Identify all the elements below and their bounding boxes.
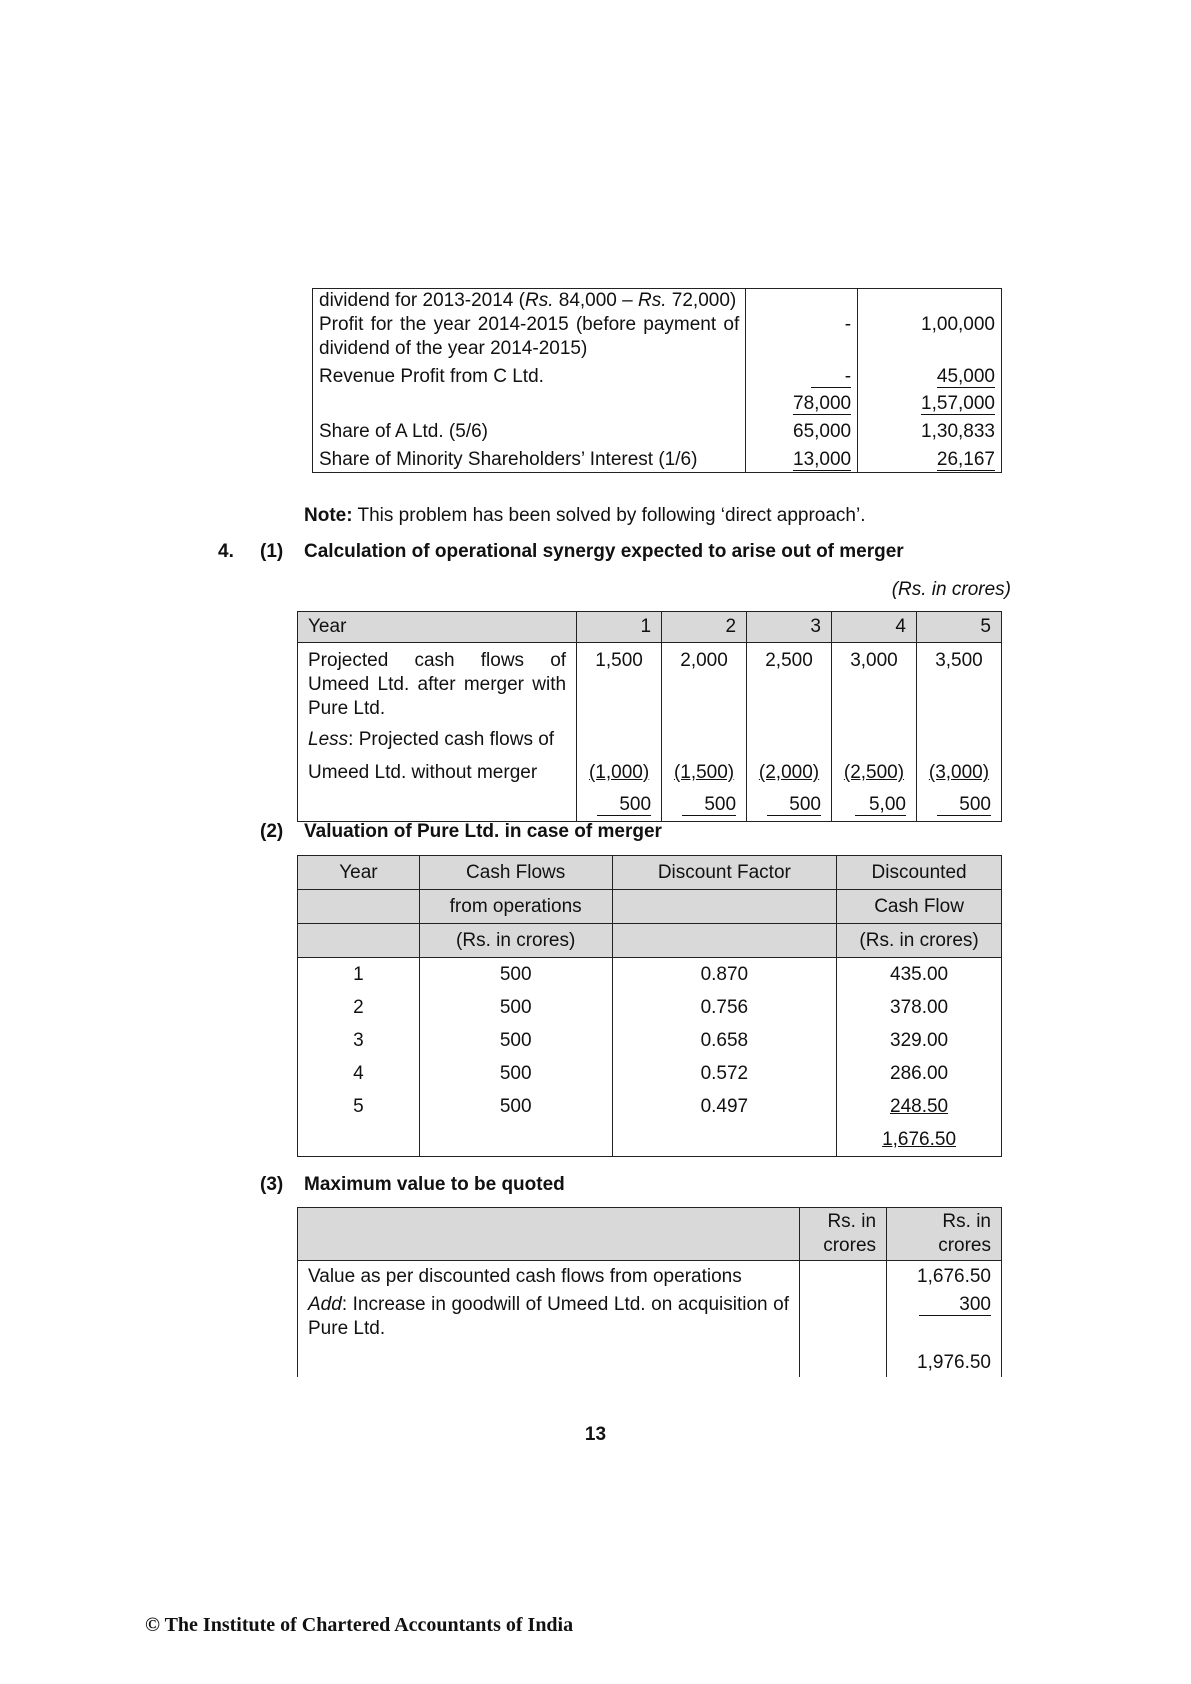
column-header: Cash Flow (837, 890, 1002, 924)
column-header: Cash Flows (419, 856, 612, 890)
cell: (2,000) (758, 762, 820, 783)
table-row (298, 1123, 1002, 1157)
table-header-row (298, 1208, 1002, 1261)
total-value: 1,976.50 (887, 1343, 1002, 1377)
cell: 500 (682, 794, 736, 816)
table-header-row (298, 612, 1002, 643)
table-row (298, 1343, 1002, 1377)
part-label: (1) (260, 541, 284, 562)
table-row (313, 289, 1002, 314)
note: Note: This problem has been solved by following ‘direct approach’. (304, 505, 866, 526)
part-label: (3) (260, 1174, 284, 1195)
footer-copyright: © The Institute of Chartered Accountants of India (145, 1614, 574, 1636)
table-row (298, 788, 1002, 822)
cell: 500 (419, 958, 612, 992)
section-title: Valuation of Pure Ltd. in case of merger (304, 821, 662, 842)
cell: 0.572 (612, 1057, 837, 1090)
row-label: Umeed Ltd. without merger (298, 755, 577, 788)
cell: 0.658 (612, 1024, 837, 1057)
table-row (313, 416, 1002, 444)
cell: 2 (298, 991, 420, 1024)
cell: 1,30,833 (858, 416, 1002, 444)
section-title: Calculation of operational synergy expected to arise out of merger (304, 541, 904, 562)
row-label: Add: Increase in goodwill of Umeed Ltd. on acquisition of Pure Ltd. (298, 1291, 800, 1343)
table-row (313, 313, 1002, 361)
cell: 0.497 (612, 1090, 837, 1123)
cell: 1 (298, 958, 420, 992)
max-value-table (297, 1207, 1002, 1377)
cell: 435.00 (837, 958, 1002, 992)
column-header: Discount Factor (612, 856, 837, 890)
cell: 1,676.50 (887, 1261, 1002, 1292)
table-row (313, 444, 1002, 473)
row-label: dividend for 2013-2014 (Rs. 84,000 – Rs. 72,000) (313, 289, 746, 314)
table-row (298, 755, 1002, 788)
cell: 3 (298, 1024, 420, 1057)
table-header-row (298, 890, 1002, 924)
cell: 286.00 (837, 1057, 1002, 1090)
cell: 65,000 (746, 416, 858, 444)
cell: 13,000 (793, 449, 852, 470)
cell: (1,000) (588, 762, 650, 783)
row-label: Projected cash flows of Umeed Ltd. after merger with Pure Ltd. (298, 643, 577, 725)
question-number: 4. (218, 541, 234, 562)
row-label: Less: Projected cash flows of (298, 724, 577, 755)
row-label: Share of A Ltd. (5/6) (313, 416, 746, 444)
column-header: from operations (419, 890, 612, 924)
cell: 0.870 (612, 958, 837, 992)
cell: 300 (919, 1294, 991, 1316)
column-header: Rs. in crores (800, 1208, 887, 1261)
cell: (1,500) (673, 762, 735, 783)
column-header (298, 924, 420, 958)
cell: 378.00 (837, 991, 1002, 1024)
row-label: Value as per discounted cash flows from operations (298, 1261, 800, 1292)
cell: 500 (419, 1057, 612, 1090)
column-header (612, 924, 837, 958)
cell: 5,00 (855, 794, 906, 816)
cell: 1,00,000 (858, 313, 1002, 361)
cell: 3,000 (832, 643, 917, 725)
cell: - (746, 313, 858, 361)
cell: (3,000) (928, 762, 990, 783)
cell: (2,500) (843, 762, 905, 783)
cell: 2,500 (747, 643, 832, 725)
row-label (313, 389, 746, 416)
column-header: (Rs. in crores) (419, 924, 612, 958)
cell: 248.50 (890, 1096, 949, 1117)
column-header: Rs. in crores (887, 1208, 1002, 1261)
table-row (313, 389, 1002, 416)
synergy-table (297, 611, 1002, 822)
cell: 500 (937, 794, 991, 816)
cell: 26,167 (936, 449, 995, 470)
column-header: 2 (662, 612, 747, 643)
column-header: 3 (747, 612, 832, 643)
cell: 45,000 (936, 366, 995, 387)
cell (858, 289, 1002, 314)
cell (746, 289, 858, 314)
cell: 2,000 (662, 643, 747, 725)
column-header: 4 (832, 612, 917, 643)
cell: 500 (767, 794, 821, 816)
table-row (298, 991, 1002, 1024)
profit-table (312, 288, 1002, 473)
column-header: Discounted (837, 856, 1002, 890)
table-row (298, 1024, 1002, 1057)
table-row (313, 361, 1002, 389)
column-header: 1 (577, 612, 662, 643)
column-header: Year (298, 856, 420, 890)
unit-note: (Rs. in crores) (891, 579, 1011, 600)
cell: 500 (419, 1090, 612, 1123)
cell: - (811, 366, 851, 388)
table-row (298, 643, 1002, 725)
cell: 500 (597, 794, 651, 816)
row-label: Revenue Profit from C Ltd. (313, 361, 746, 389)
table-row (298, 1261, 1002, 1292)
cell: 3,500 (916, 643, 1001, 725)
part-label: (2) (260, 821, 284, 842)
column-header: 5 (916, 612, 1001, 643)
table-row (298, 724, 1002, 755)
table-row (298, 958, 1002, 992)
column-header: Year (298, 612, 577, 643)
cell: 0.756 (612, 991, 837, 1024)
table-header-row (298, 856, 1002, 890)
table-header-row (298, 924, 1002, 958)
table-row (298, 1057, 1002, 1090)
cell: 1,500 (577, 643, 662, 725)
cell: 78,000 (793, 393, 852, 414)
column-header (298, 890, 420, 924)
section-title: Maximum value to be quoted (304, 1174, 565, 1195)
total-value: 1,676.50 (882, 1129, 957, 1150)
cell: 5 (298, 1090, 420, 1123)
row-label: Profit for the year 2014-2015 (before payment of dividend of the year 2014-2015) (313, 313, 746, 361)
cell: 1,57,000 (921, 393, 995, 414)
table-row (298, 1090, 1002, 1123)
cell: 500 (419, 991, 612, 1024)
column-header (612, 890, 837, 924)
cell: 329.00 (837, 1024, 1002, 1057)
valuation-table (297, 855, 1002, 1157)
page-number: 13 (584, 1424, 607, 1445)
column-header: (Rs. in crores) (837, 924, 1002, 958)
row-label: Share of Minority Shareholders’ Interest (1/6) (313, 444, 746, 473)
cell: 500 (419, 1024, 612, 1057)
cell: 4 (298, 1057, 420, 1090)
table-row (298, 1291, 1002, 1343)
